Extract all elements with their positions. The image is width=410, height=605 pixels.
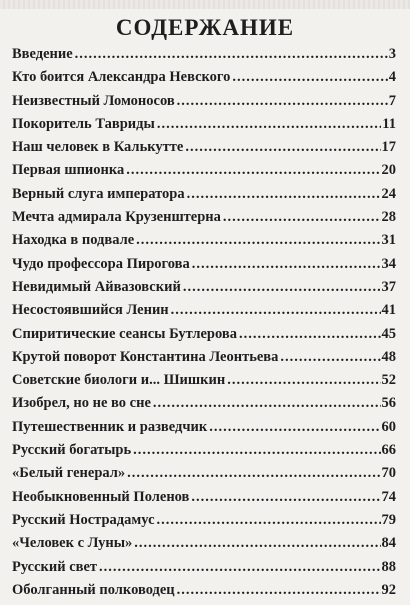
toc-entry-page-number: 70: [381, 465, 396, 482]
toc-entry-title: Оболганный полководец: [12, 581, 175, 598]
toc-entry-page-number: 3: [388, 46, 396, 62]
toc-entry-page-number: 20: [381, 162, 396, 179]
toc-entry: [12, 209, 396, 232]
toc-entry-title: Верный слуга императора: [12, 185, 185, 202]
toc-entry-page-number: 17: [381, 139, 396, 156]
toc-entry-page-number: 7: [388, 92, 396, 109]
toc-entry: [12, 232, 396, 255]
toc-entry: [12, 279, 396, 302]
toc-entry: [12, 442, 396, 465]
toc-entry: [12, 69, 396, 92]
toc-entry-title: Введение: [12, 46, 73, 62]
toc-entry-title: Покоритель Тавриды: [12, 115, 155, 132]
toc-leader-dots: [99, 559, 380, 576]
toc-entry-title: Наш человек в Калькутте: [12, 139, 184, 156]
toc-entry: [12, 372, 396, 395]
toc-leader-dots: [157, 512, 381, 529]
toc-leader-dots: [157, 116, 381, 133]
toc-entry-title: Русский богатырь: [12, 442, 132, 459]
toc-leader-dots: [223, 209, 381, 226]
toc-leader-dots: [133, 442, 380, 459]
toc-entry: [12, 139, 396, 162]
toc-entry-title: Неизвестный Ломоносов: [12, 92, 175, 109]
toc-entry-page-number: 31: [381, 232, 396, 249]
toc-entry-page-number: 60: [381, 418, 396, 435]
toc-entry-page-number: 74: [381, 488, 396, 505]
toc-entry-title: Спиритические сеансы Бутлерова: [12, 325, 237, 342]
toc-entry-title: Невидимый Айвазовский: [12, 278, 181, 295]
toc-entry-title: Несостоявшийся Ленин: [12, 302, 169, 319]
toc-entry-page-number: 79: [381, 511, 396, 528]
toc-entry: [12, 93, 396, 116]
toc-entry-title: Мечта адмирала Крузенштерна: [12, 209, 221, 226]
toc-entry-title: «Белый генерал»: [12, 465, 126, 482]
toc-entry-page-number: 24: [381, 185, 396, 202]
toc-leader-dots: [227, 372, 380, 389]
toc-leader-dots: [191, 489, 380, 506]
toc-leader-dots: [134, 535, 380, 552]
toc-entry: [12, 512, 396, 535]
toc-leader-dots: [126, 162, 380, 179]
toc-entry-title: Кто боится Александра Невского: [12, 69, 231, 86]
toc-entry: [12, 419, 396, 442]
toc-entry-title: Первая шпионка: [12, 162, 125, 179]
toc-entry-page-number: 28: [381, 209, 396, 226]
toc-entry-page-number: 92: [381, 581, 396, 598]
toc-leader-dots: [75, 46, 388, 63]
toc-leader-dots: [183, 279, 381, 296]
toc-entry-page-number: 66: [381, 442, 396, 459]
table-of-contents: [12, 46, 396, 605]
toc-entry: [12, 46, 396, 69]
toc-entry: [12, 395, 396, 418]
toc-leader-dots: [187, 186, 381, 203]
toc-entry: [12, 116, 396, 139]
toc-entry: [12, 162, 396, 185]
toc-entry-title: Изобрел, но не во сне: [12, 395, 151, 412]
toc-leader-dots: [177, 93, 388, 110]
toc-entry-title: Путешественник и разведчик: [12, 418, 208, 435]
toc-entry-title: Русский Нострадамус: [12, 511, 155, 528]
toc-entry-title: Крутой поворот Константина Леонтьева: [12, 348, 279, 365]
toc-entry-title: Находка в подвале: [12, 232, 135, 249]
toc-entry: [12, 489, 396, 512]
toc-entry: [12, 559, 396, 582]
toc-leader-dots: [232, 69, 387, 86]
toc-entry-page-number: 11: [382, 115, 396, 132]
toc-leader-dots: [192, 256, 381, 273]
toc-entry: [12, 326, 396, 349]
toc-entry-page-number: 45: [381, 325, 396, 342]
toc-entry-page-number: 56: [381, 395, 396, 412]
toc-entry-page-number: 41: [381, 302, 396, 319]
toc-entry-title: Советские биологи и... Шишкин: [12, 372, 226, 389]
toc-entry-page-number: 34: [381, 255, 396, 272]
toc-leader-dots: [127, 465, 380, 482]
toc-entry: [12, 302, 396, 325]
toc-entry: [12, 256, 396, 279]
toc-leader-dots: [280, 349, 380, 366]
toc-leader-dots: [209, 419, 380, 436]
toc-leader-dots: [177, 582, 381, 599]
toc-entry-title: Русский свет: [12, 558, 98, 575]
toc-entry-title: «Человек с Луны»: [12, 535, 133, 552]
toc-leader-dots: [185, 139, 380, 156]
toc-leader-dots: [171, 302, 381, 319]
toc-entry: [12, 186, 396, 209]
toc-entry-page-number: 37: [381, 278, 396, 295]
toc-entry: [12, 465, 396, 488]
page-title: СОДЕРЖАНИЕ: [115, 15, 295, 40]
toc-entry: [12, 582, 396, 605]
toc-entry-page-number: 4: [388, 69, 396, 86]
toc-entry-title: Необыкновенный Поленов: [12, 488, 190, 505]
toc-leader-dots: [239, 326, 381, 343]
toc-entry: [12, 349, 396, 372]
toc-entry: [12, 535, 396, 558]
toc-leader-dots: [136, 232, 380, 249]
toc-entry-page-number: 88: [381, 558, 396, 575]
toc-entry-page-number: 84: [381, 535, 396, 552]
toc-entry-page-number: 48: [381, 348, 396, 365]
toc-leader-dots: [153, 395, 381, 412]
toc-entry-page-number: 52: [381, 372, 396, 389]
toc-entry-title: Чудо профессора Пирогова: [12, 255, 190, 272]
